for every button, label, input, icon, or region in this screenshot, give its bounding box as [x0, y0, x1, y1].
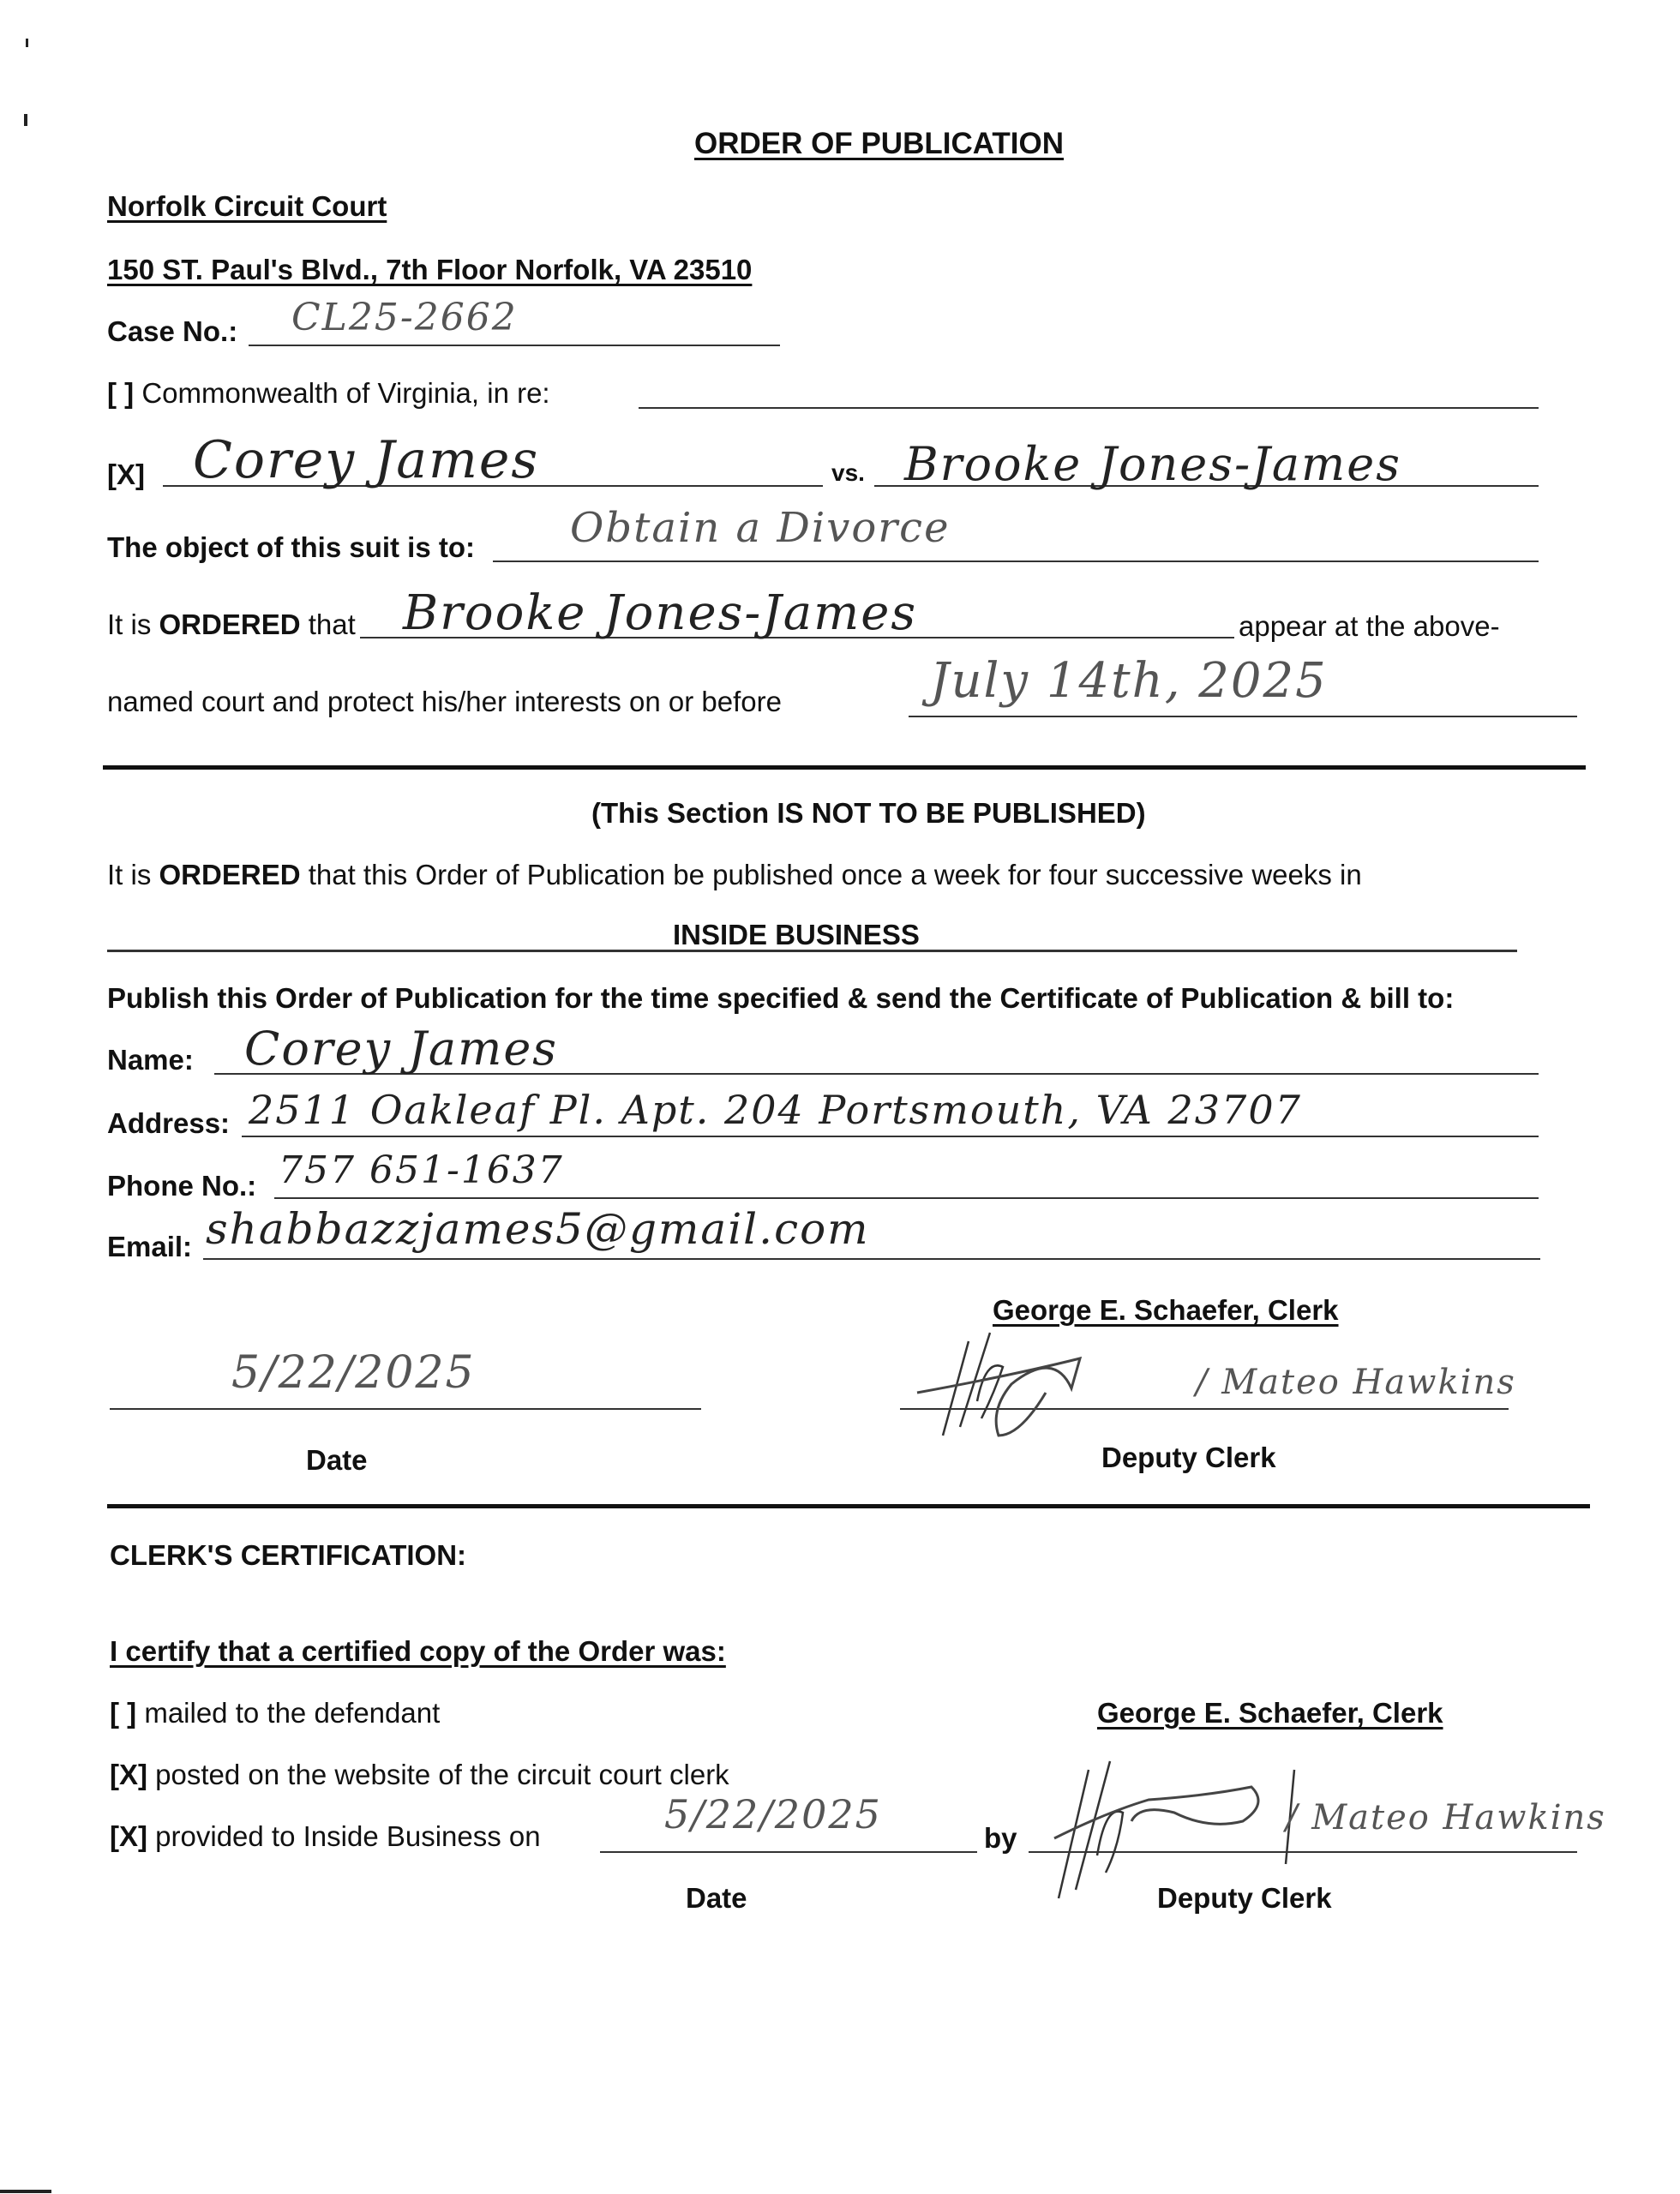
court-name: Norfolk Circuit Court [107, 190, 387, 222]
deadline-line [909, 716, 1577, 717]
deputy-signature-name: / Mateo Hawkins [1196, 1363, 1516, 1402]
date-value[interactable]: 5/22/2025 [231, 1347, 476, 1399]
plaintiff-name[interactable]: Corey James [193, 430, 540, 490]
cert-checkbox-mailed[interactable]: [ ] [110, 1697, 137, 1729]
court-address: 150 ST. Paul's Blvd., 7th Floor Norfolk, VA 23510 [107, 254, 753, 285]
billing-name-label: Name: [107, 1044, 194, 1076]
clerk-name: George E. Schaefer, Clerk [993, 1294, 1339, 1326]
cert-clerk-name: George E. Schaefer, Clerk [1097, 1697, 1443, 1729]
section-divider [103, 765, 1586, 770]
date-label: Date [306, 1444, 368, 1476]
not-published-heading: (This Section IS NOT TO BE PUBLISHED) [591, 797, 1146, 829]
ordered-suffix: appear at the above- [1239, 610, 1500, 642]
case-no-label: Case No.: [107, 315, 238, 347]
cert-deputy-label: Deputy Clerk [1157, 1882, 1332, 1914]
deputy-signature-scribble [909, 1324, 1191, 1444]
case-no-line [249, 345, 780, 346]
billing-email-label: Email: [107, 1231, 193, 1262]
document-title: ORDER OF PUBLICATION [694, 127, 1065, 160]
cert-checkbox-posted[interactable]: [X] [110, 1759, 147, 1790]
publish-instruction: Publish this Order of Publication for the time specified & send the Certificate of Publication & bill to: [107, 982, 1455, 1014]
billing-email-value[interactable]: shabbazzjames5@gmail.com [206, 1204, 870, 1254]
cert-date-label: Date [686, 1882, 747, 1914]
certification-statement: I certify that a certified copy of the Order was: [110, 1635, 726, 1667]
billing-phone-value[interactable]: 757 651-1637 [279, 1148, 564, 1192]
cert-item-posted: [X] posted on the website of the circuit court clerk [110, 1759, 729, 1790]
parties-checkbox[interactable]: [X] [107, 459, 145, 490]
cert-item-mailed: [ ] mailed to the defendant [110, 1697, 441, 1729]
billing-name-value[interactable]: Corey James [244, 1022, 558, 1076]
publication-name[interactable]: INSIDE BUSINESS [673, 919, 920, 950]
case-no-value[interactable]: CL25-2662 [291, 296, 518, 339]
commonwealth-checkbox[interactable]: [ ] [107, 377, 135, 409]
cert-item-provided: [X] provided to Inside Business on [110, 1820, 541, 1852]
provided-date-value[interactable]: 5/22/2025 [664, 1791, 882, 1837]
by-label: by [984, 1822, 1017, 1854]
certification-heading: CLERK'S CERTIFICATION: [110, 1539, 467, 1571]
billing-address-line [242, 1136, 1539, 1137]
object-line [493, 560, 1539, 562]
billing-address-value[interactable]: 2511 Oakleaf Pl. Apt. 204 Portsmouth, VA 23707 [249, 1087, 1302, 1133]
ordered-party[interactable]: Brooke Jones-James [403, 585, 918, 641]
scan-artifact [0, 2190, 51, 2193]
publication-line [107, 950, 1517, 952]
date-line [110, 1408, 701, 1410]
ordered-prefix: It is ORDERED that [107, 608, 356, 640]
billing-phone-line [274, 1197, 1539, 1199]
object-value[interactable]: Obtain a Divorce [570, 504, 951, 552]
vs-label: vs. [831, 459, 865, 486]
deadline-value[interactable]: July 14th, 2025 [930, 653, 1328, 709]
commonwealth-label: Commonwealth of Virginia, in re: [141, 377, 550, 409]
scan-artifact [24, 114, 27, 126]
object-label: The object of this suit is to: [107, 531, 475, 563]
publication-order-text: It is ORDERED that this Order of Publication be published once a week for four successive weeks in [107, 859, 1362, 890]
cert-checkbox-provided[interactable]: [X] [110, 1820, 147, 1852]
billing-phone-label: Phone No.: [107, 1170, 257, 1202]
billing-address-label: Address: [107, 1107, 231, 1139]
deputy-label: Deputy Clerk [1101, 1442, 1276, 1473]
cert-deputy-signature-name: / Mateo Hawkins [1286, 1798, 1606, 1837]
provided-date-line [600, 1851, 977, 1853]
commonwealth-line[interactable] [639, 407, 1539, 409]
billing-email-line [203, 1258, 1540, 1260]
commonwealth-row [107, 377, 550, 410]
defendant-name[interactable]: Brooke Jones-James [904, 437, 1401, 491]
certification-divider [107, 1504, 1590, 1508]
scan-artifact [26, 39, 28, 47]
ordered-line2: named court and protect his/her interests on or before [107, 686, 782, 717]
